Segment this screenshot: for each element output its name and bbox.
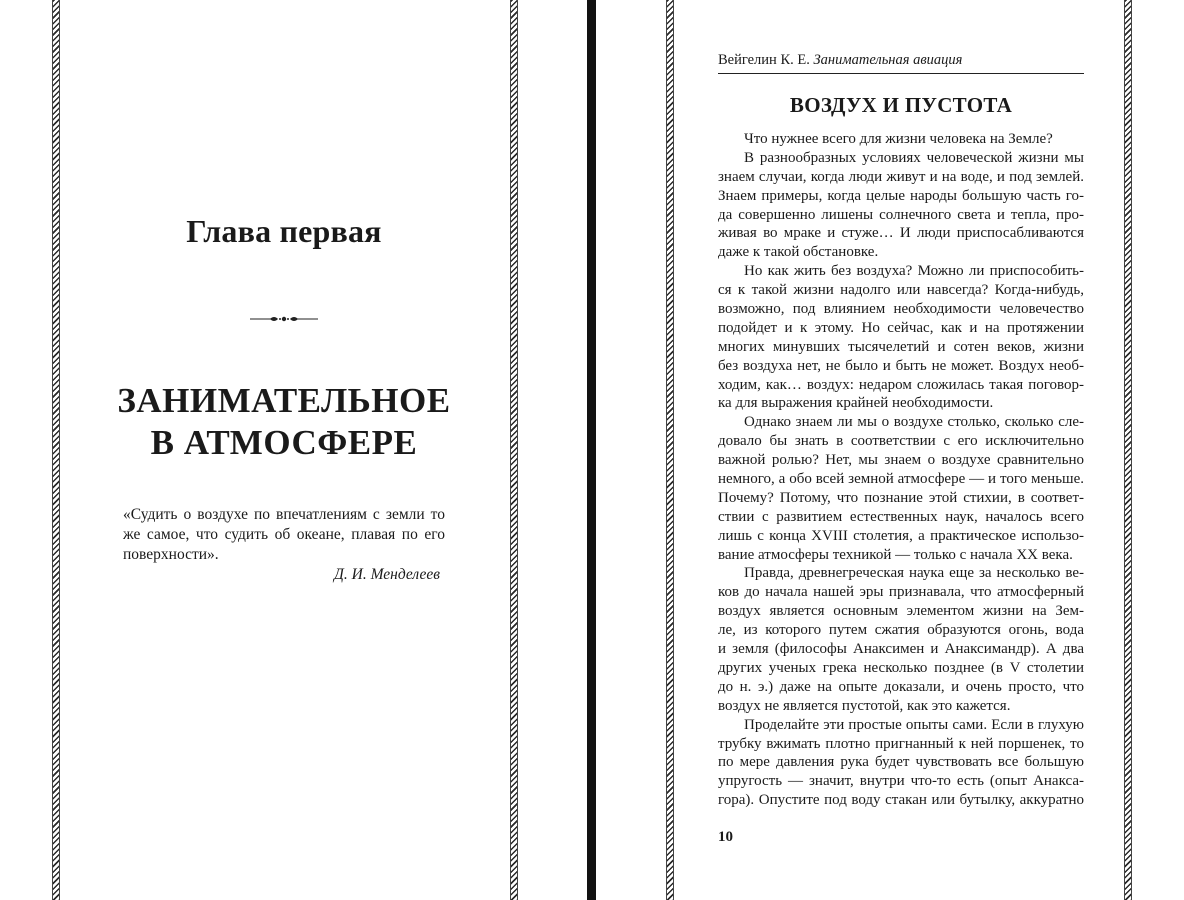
text-line: и земля (философы Анаксимен и Анаксимандр). А два — [718, 641, 1084, 658]
text-line: знаем случаи, когда люди живут и на воде, и под землей. — [718, 168, 1084, 185]
flourish-divider-icon — [250, 312, 318, 326]
text-line: ле, из которого путем сжатия образуются огонь, вода — [718, 622, 1084, 639]
left-page-outer-border — [52, 0, 60, 900]
text-line: воздух является основным элементом жизни на Зем- — [718, 603, 1084, 620]
text-line: довало бы знать в соответствии с его исключительно — [718, 433, 1084, 450]
text-line: других ученых грека несколько позднее (в V столетии — [718, 659, 1084, 676]
right-page-outer-border — [1124, 0, 1132, 900]
text-line: упругость — значит, внутри что-то есть (опыт Анакса- — [718, 773, 1084, 790]
right-page — [718, 0, 1084, 900]
text-line: даже к такой обстановке. — [718, 244, 879, 261]
section-title: ВОЗДУХ И ПУСТОТА — [789, 93, 1013, 117]
text-line: подойдет и к этому. Но сейчас, как и на протяжении — [718, 319, 1084, 336]
text-line: живая во мраке и стуже… И люди приспосабливаются — [718, 225, 1084, 242]
text-line: без воздуха нет, не было и быть не может. Воздух необ- — [718, 357, 1084, 374]
chapter-label: Глава первая — [186, 213, 382, 249]
text-line: возможно, под влиянием необходимости человечество — [718, 301, 1084, 318]
text-line: ков до начала нашей эры признавала, что атмосферный — [718, 584, 1084, 601]
left-page — [117, 0, 451, 900]
chapter-title — [110, 380, 458, 464]
right-page-inner-border — [666, 0, 674, 900]
text-line: по мере давления рука будет чувствовать все большую — [718, 754, 1084, 771]
text-line: Правда, древнегреческая наука еще за несколько ве- — [744, 565, 1084, 582]
page-number: 10 — [718, 829, 733, 845]
epigraph-author: Д. И. Менделеев — [334, 566, 440, 583]
text-line: Знаем примеры, когда целые народы большую часть го- — [718, 187, 1084, 204]
text-line: ка для выражения крайней необходимости. — [718, 395, 994, 412]
text-line: вание атмосферы техникой — только с начала XX века. — [718, 546, 1073, 563]
chapter-title-line: В АТМОСФЕРЕ — [150, 423, 418, 462]
text-line: многих минувших тысячелетий и сотен веков, жизни — [718, 338, 1084, 355]
epigraph — [123, 505, 445, 565]
running-head-author: Вейгелин К. Е. — [718, 52, 814, 68]
body-text — [718, 130, 1084, 810]
text-line: до н. э.) даже на опыте доказали, и очень просто, что — [718, 678, 1084, 695]
text-line: важной ролью? Нет, мы знаем о воздухе сравнительно — [718, 452, 1084, 469]
text-line: Проделайте эти простые опыты сами. Если в глухую — [744, 716, 1084, 733]
text-line: трубку вжимать плотно пригнанный к ней поршенек, то — [718, 735, 1084, 752]
epigraph-line: поверхности». — [123, 546, 219, 563]
text-line: В разнообразных условиях человеческой жизни мы — [744, 149, 1084, 166]
text-line: ся к такой жизни надолго или навсегда? Когда-нибудь, — [718, 282, 1084, 299]
text-line: лишь с конца XVIII столетия, а практическое использо- — [718, 527, 1084, 544]
text-line: Однако знаем ли мы о воздухе столько, сколько сле- — [744, 414, 1084, 431]
text-line: да совершенно лишены солнечного света и тепла, про- — [718, 206, 1084, 223]
text-line: гора). Опустите под воду стакан или бутылку, аккуратно — [718, 792, 1084, 809]
text-line: немного, а обо всей земной атмосфере — и того меньше. — [718, 471, 1084, 488]
chapter-title-line: ЗАНИМАТЕЛЬНОЕ — [117, 381, 451, 420]
running-head-book-title: Занимательная авиация — [813, 52, 963, 68]
text-line: ходим, как… воздух: недаром сложилась такая поговор- — [718, 376, 1084, 393]
book-gutter — [587, 0, 596, 900]
text-line: Но как жить без воздуха? Можно ли приспособить- — [744, 263, 1084, 280]
text-line: воздух не является пустотой, как это кажется. — [718, 697, 1011, 714]
text-line: Что нужнее всего для жизни человека на Земле? — [744, 131, 1053, 147]
text-line: ствии с развитием естественных наук, началось всего — [718, 508, 1084, 525]
left-page-inner-border — [510, 0, 518, 900]
epigraph-line: «Судить о воздухе по впечатлениям с земли то — [123, 506, 445, 523]
running-head — [718, 52, 1084, 74]
epigraph-line: же самое, что судить об океане, плавая по его — [123, 526, 445, 543]
text-line: Почему? Потому, что познание этой стихии, в соответ- — [718, 489, 1084, 506]
